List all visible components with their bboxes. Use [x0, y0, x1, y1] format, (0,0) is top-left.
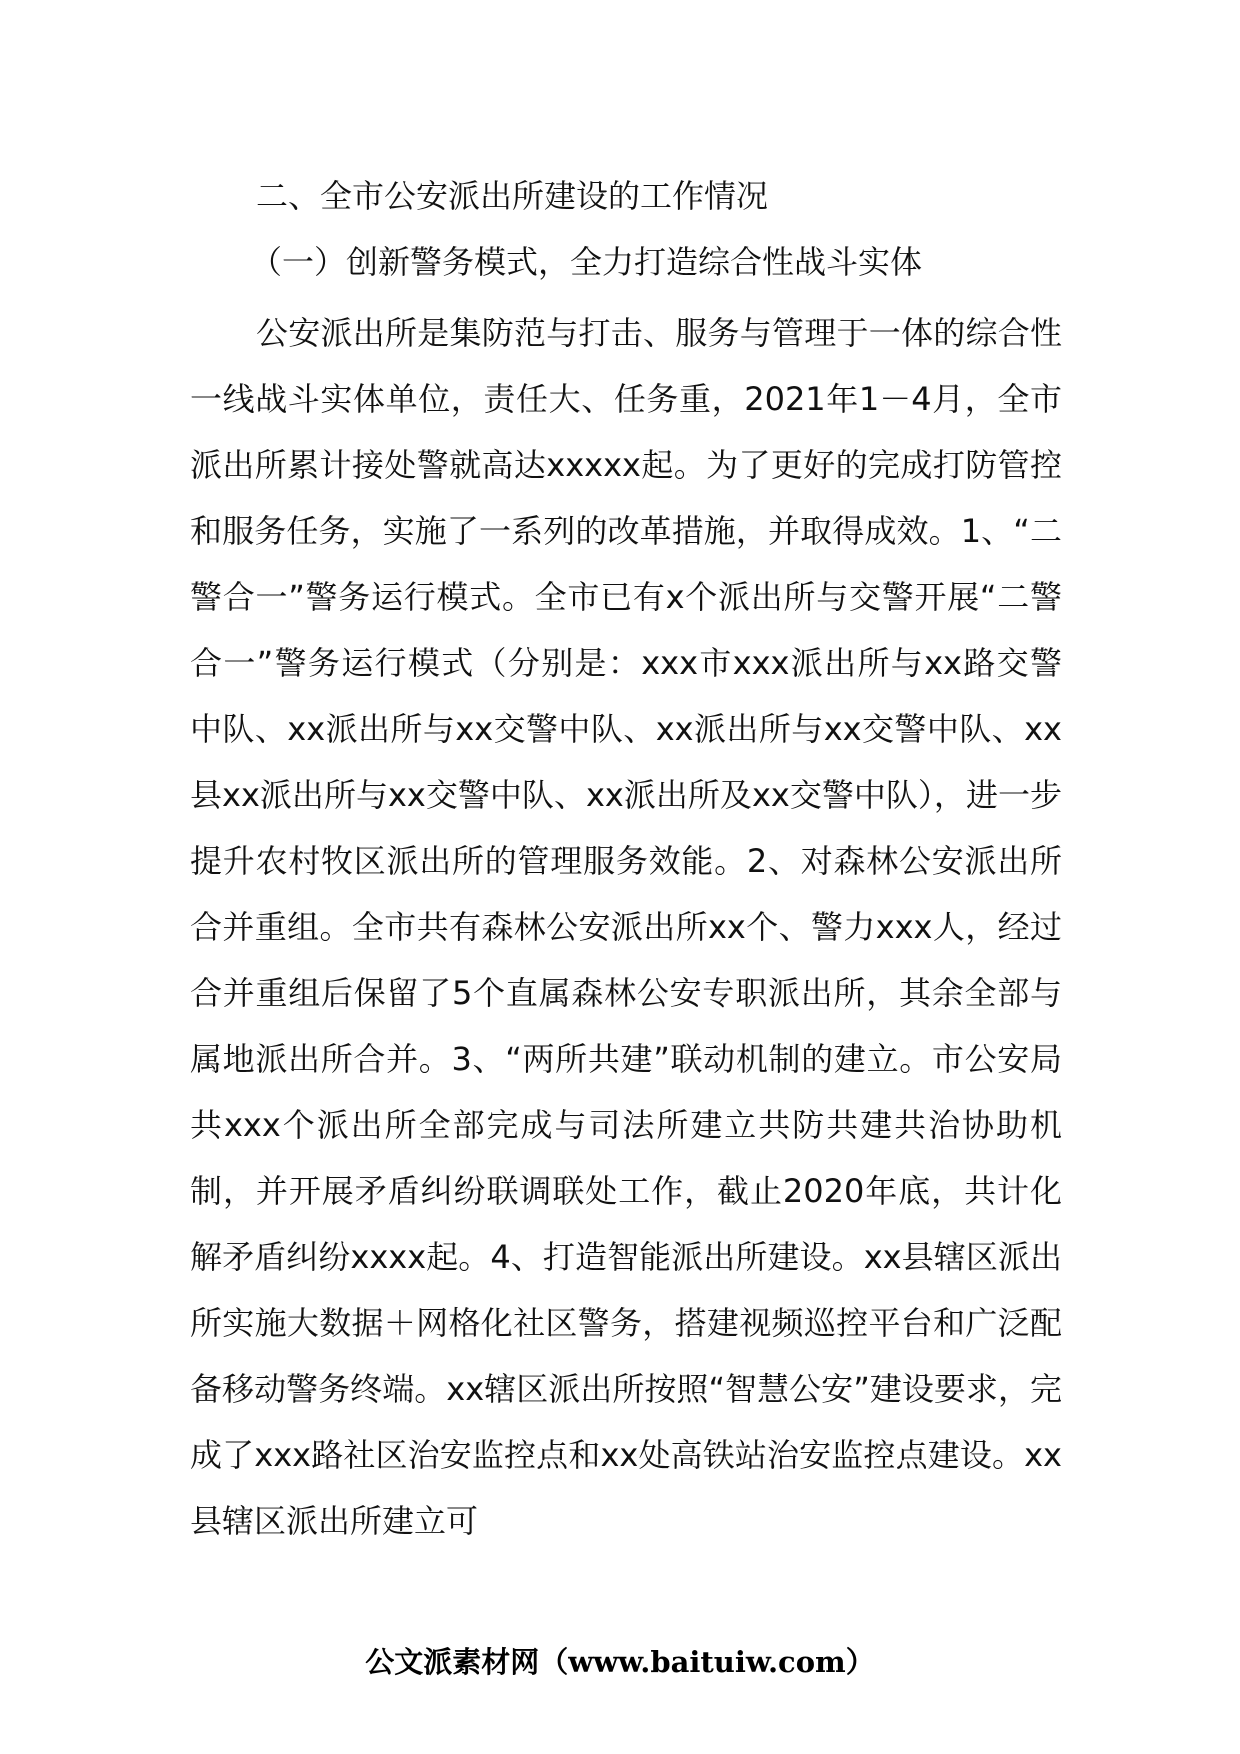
subsection-heading: （一）创新警务模式，全力打造综合性战斗实体: [250, 243, 923, 281]
footer-watermark: 公文派素材网（www.baituiw.com）: [365, 1645, 875, 1679]
body-paragraph: 公安派出所是集防范与打击、服务与管理于一体的综合性一线战斗实体单位，责任大、任务重，2021年1－4月，全市派出所累计接处警就高达xxxxx起。为了更好的完成打防管控和服务任务，实施了一系列的改革措施，并取得成效。1、“二警合一”警务运行模式。全市已有x个派出所与交警开展“二警合一”警务运行模式（分别是：xxx市xxx派出所与xx路交警中队、xx派出所与xx交警中队、xx派出所与xx交警中队、xx县xx派出所与xx交警中队、xx派出所及xx交警中队），进一步提升农村牧区派出所的管理服务效能。2、对森林公安派出所合并重组。全市共有森林公安派出所xx个、警力xxx人，经过合并重组后保留了5个直属森林公安专职派出所，其余全部与属地派出所合并。3、“两所共建”联动机制的建立。市公安局共xxx个派出所全部完成与司法所建立共防共建共治协助机制，并开展矛盾纠纷联调联处工作，截止2020年底，共计化解矛盾纠纷xxxx起。4、打造智能派出所建设。xx县辖区派出所实施大数据＋网格化社区警务，搭建视频巡控平台和广泛配备移动警务终端。xx辖区派出所按照“智慧公安”建设要求，完成了xxx路社区治安监控点和xx处高铁站治安监控点建设。xx县辖区派出所建立可: [190, 314, 1062, 1540]
section-heading: 二、全市公安派出所建设的工作情况: [256, 177, 769, 215]
